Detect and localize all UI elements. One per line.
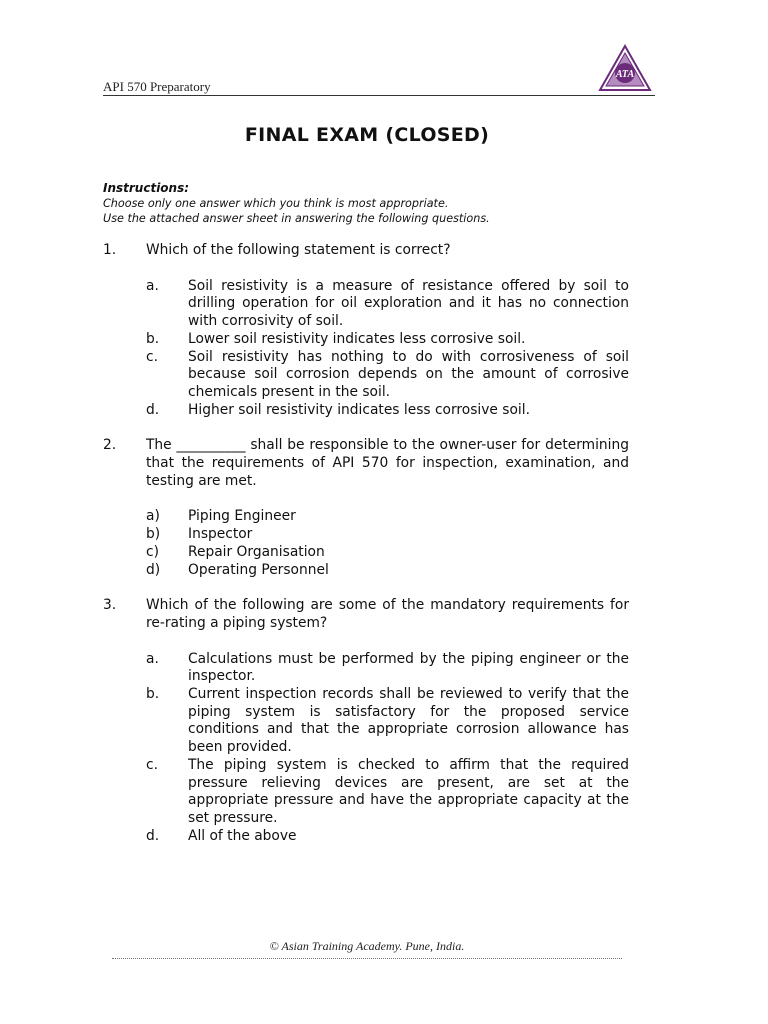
option-label: b)	[146, 526, 161, 543]
answer-option	[146, 526, 629, 544]
question-number: 1.	[103, 242, 117, 258]
ata-logo	[598, 44, 652, 92]
question-number: 3.	[103, 597, 117, 614]
answer-option	[146, 651, 629, 686]
option-text: Higher soil resistivity indicates less corrosive soil.	[188, 401, 530, 418]
question-list	[103, 242, 629, 845]
answer-option	[146, 562, 629, 580]
answer-option	[146, 402, 629, 420]
option-label: c)	[146, 543, 159, 560]
option-text: Current inspection records shall be reviewed to verify that the piping system is satisfactory for the proposed service conditions and that the appropriate corrosion allowance has been provided.	[188, 686, 629, 756]
option-text: Operating Personnel	[188, 561, 329, 578]
option-label: a)	[146, 508, 160, 525]
question-2	[103, 437, 629, 579]
option-label: b.	[146, 686, 160, 703]
header-divider	[103, 95, 655, 96]
question-text: Which of the following are some of the mandatory requirements for re-rating a piping system?	[146, 597, 629, 631]
footer-divider	[112, 958, 622, 959]
option-label: b.	[146, 330, 160, 347]
option-label: c.	[146, 756, 158, 773]
instruction-line: Choose only one answer which you think is most appropriate.	[103, 197, 449, 210]
option-text: Piping Engineer	[188, 508, 296, 525]
option-text: The piping system is checked to affirm that the required pressure relieving devices are present, are set at the appropriate pressure and have the appropriate capacity at the set pressure.	[188, 756, 629, 826]
option-text: Soil resistivity has nothing to do with corrosiveness of soil because soil corrosion depends on the amount of corrosive chemicals present in the soil.	[188, 348, 629, 400]
answer-option	[146, 828, 629, 846]
answer-option	[146, 544, 629, 562]
option-label: c.	[146, 348, 158, 365]
question-3	[103, 597, 629, 845]
answer-option	[146, 686, 629, 757]
answer-option	[146, 349, 629, 402]
option-text: Lower soil resistivity indicates less corrosive soil.	[188, 330, 526, 347]
answer-options	[146, 651, 629, 846]
answer-option	[146, 331, 629, 349]
option-text: Repair Organisation	[188, 543, 325, 560]
option-label: d)	[146, 561, 161, 578]
page-title: FINAL EXAM (CLOSED)	[244, 124, 490, 146]
answer-option	[146, 757, 629, 828]
option-label: a.	[146, 650, 159, 667]
option-label: d.	[146, 827, 160, 844]
answer-option	[146, 278, 629, 331]
answer-option	[146, 508, 629, 526]
question-text: Which of the following statement is correct?	[146, 242, 451, 258]
question-1	[103, 242, 629, 419]
option-text: Calculations must be performed by the piping engineer or the inspector.	[188, 650, 629, 685]
option-text: All of the above	[188, 827, 297, 844]
instructions-title: Instructions:	[103, 181, 190, 195]
answer-options	[146, 508, 629, 579]
footer-copyright: © Asian Training Academy. Pune, India.	[269, 939, 465, 953]
logo-text: ATA	[615, 69, 635, 80]
option-text: Inspector	[188, 526, 253, 543]
option-label: a.	[146, 277, 159, 294]
instruction-line: Use the attached answer sheet in answering the following questions.	[103, 212, 490, 225]
instructions-block	[103, 181, 643, 226]
question-text: The __________ shall be responsible to the owner-user for determining that the requirements of API 570 for inspection, examination, and testing are met.	[146, 437, 629, 489]
question-number: 2.	[103, 437, 117, 454]
header-title: API 570 Preparatory	[103, 79, 211, 94]
option-label: d.	[146, 401, 160, 418]
option-text: Soil resistivity is a measure of resistance offered by soil to drilling operation for oil exploration and it has no connection with corrosivity of soil.	[188, 277, 629, 330]
answer-options	[146, 278, 629, 420]
